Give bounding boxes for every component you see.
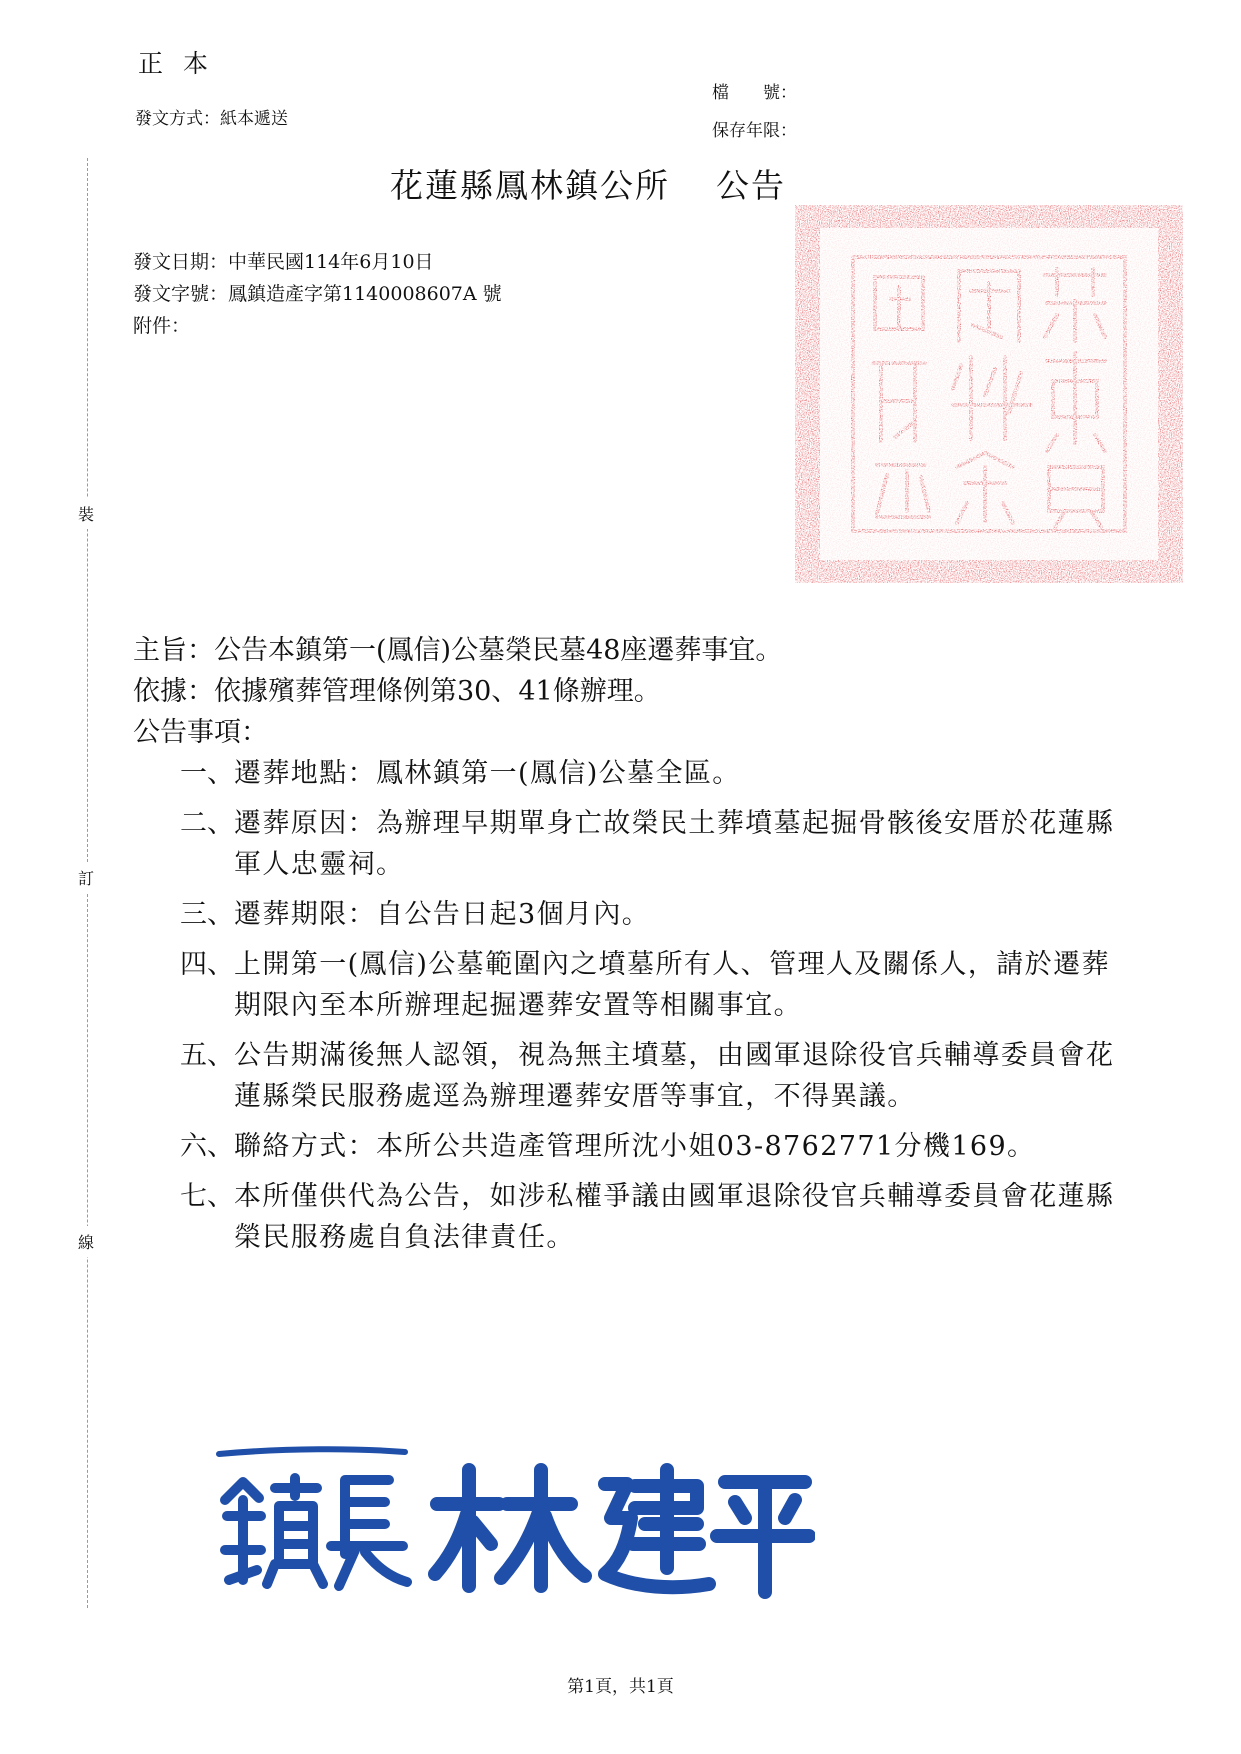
announcement-item	[133, 944, 1123, 1026]
item-number: 七、	[180, 1181, 234, 1212]
archive-info	[712, 74, 797, 150]
announcement-items	[133, 753, 1123, 1258]
item-text: 本所僅供代為公告，如涉私權爭議由國軍退除役官兵輔導委員會花蓮縣榮民服務處自負法律責任。	[234, 1181, 1115, 1253]
item-number: 六、	[180, 1131, 234, 1162]
item-text: 上開第一(鳳信)公墓範圍內之墳墓所有人、管理人及關係人，請於遷葬期限內至本所辦理起掘遷葬安置等相關事宜。	[234, 949, 1110, 1021]
item-text: 遷葬地點：鳳林鎮第一(鳳信)公墓全區。	[234, 758, 741, 789]
item-number: 一、	[180, 758, 234, 789]
title-organization: 花蓮縣鳳林鎮公所	[390, 166, 670, 205]
title-doc-type: 公告	[716, 166, 786, 205]
item-number: 三、	[180, 899, 234, 930]
binding-char-zhuang: 裝	[78, 498, 94, 529]
announcement-item	[133, 1126, 1123, 1167]
official-seal	[795, 205, 1183, 583]
basis-line: 依據：依據殯葬管理條例第30、41條辦理。	[133, 676, 661, 707]
item-number: 四、	[180, 949, 234, 980]
item-number: 五、	[180, 1040, 234, 1071]
item-number: 二、	[180, 808, 234, 839]
document-meta	[133, 246, 502, 342]
announcement-body	[133, 630, 1123, 1267]
item-text: 聯絡方式：本所公共造產管理所沈小姐03-8762771分機169。	[234, 1131, 1036, 1162]
announcement-item	[133, 1035, 1123, 1117]
send-method: 發文方式：紙本遞送	[135, 109, 288, 129]
reference-number: 發文字號：鳳鎮造產字第1140008607A 號	[133, 283, 502, 305]
mayor-signature-stamp	[205, 1440, 815, 1600]
announcement-item	[133, 894, 1123, 935]
document-title	[390, 160, 786, 207]
subject-line: 主旨：公告本鎮第一(鳳信)公墓榮民墓48座遷葬事宜。	[133, 635, 783, 666]
item-text: 遷葬期限：自公告日起3個月內。	[234, 899, 651, 930]
item-text: 遷葬原因：為辦理早期單身亡故榮民土葬墳墓起掘骨骸後安厝於花蓮縣軍人忠靈祠。	[234, 808, 1115, 880]
announcement-item	[133, 1176, 1123, 1258]
retention-period-label: 保存年限：	[712, 121, 797, 141]
file-number-label: 檔 號：	[712, 83, 797, 103]
issue-date: 發文日期：中華民國114年6月10日	[133, 251, 434, 273]
page-number: 第1頁，共1頁	[567, 1677, 674, 1697]
binding-char-xian: 線	[78, 1226, 94, 1257]
copy-type-label: 正本	[138, 49, 229, 78]
announcement-item	[133, 753, 1123, 794]
item-text: 公告期滿後無人認領，視為無主墳墓，由國軍退除役官兵輔導委員會花蓮縣榮民服務處逕為辦理遷葬安厝等事宜，不得異議。	[234, 1040, 1115, 1112]
binding-char-ding: 訂	[78, 862, 94, 893]
attachment-label: 附件：	[133, 315, 191, 337]
announcement-item	[133, 803, 1123, 885]
items-heading: 公告事項：	[133, 717, 268, 748]
